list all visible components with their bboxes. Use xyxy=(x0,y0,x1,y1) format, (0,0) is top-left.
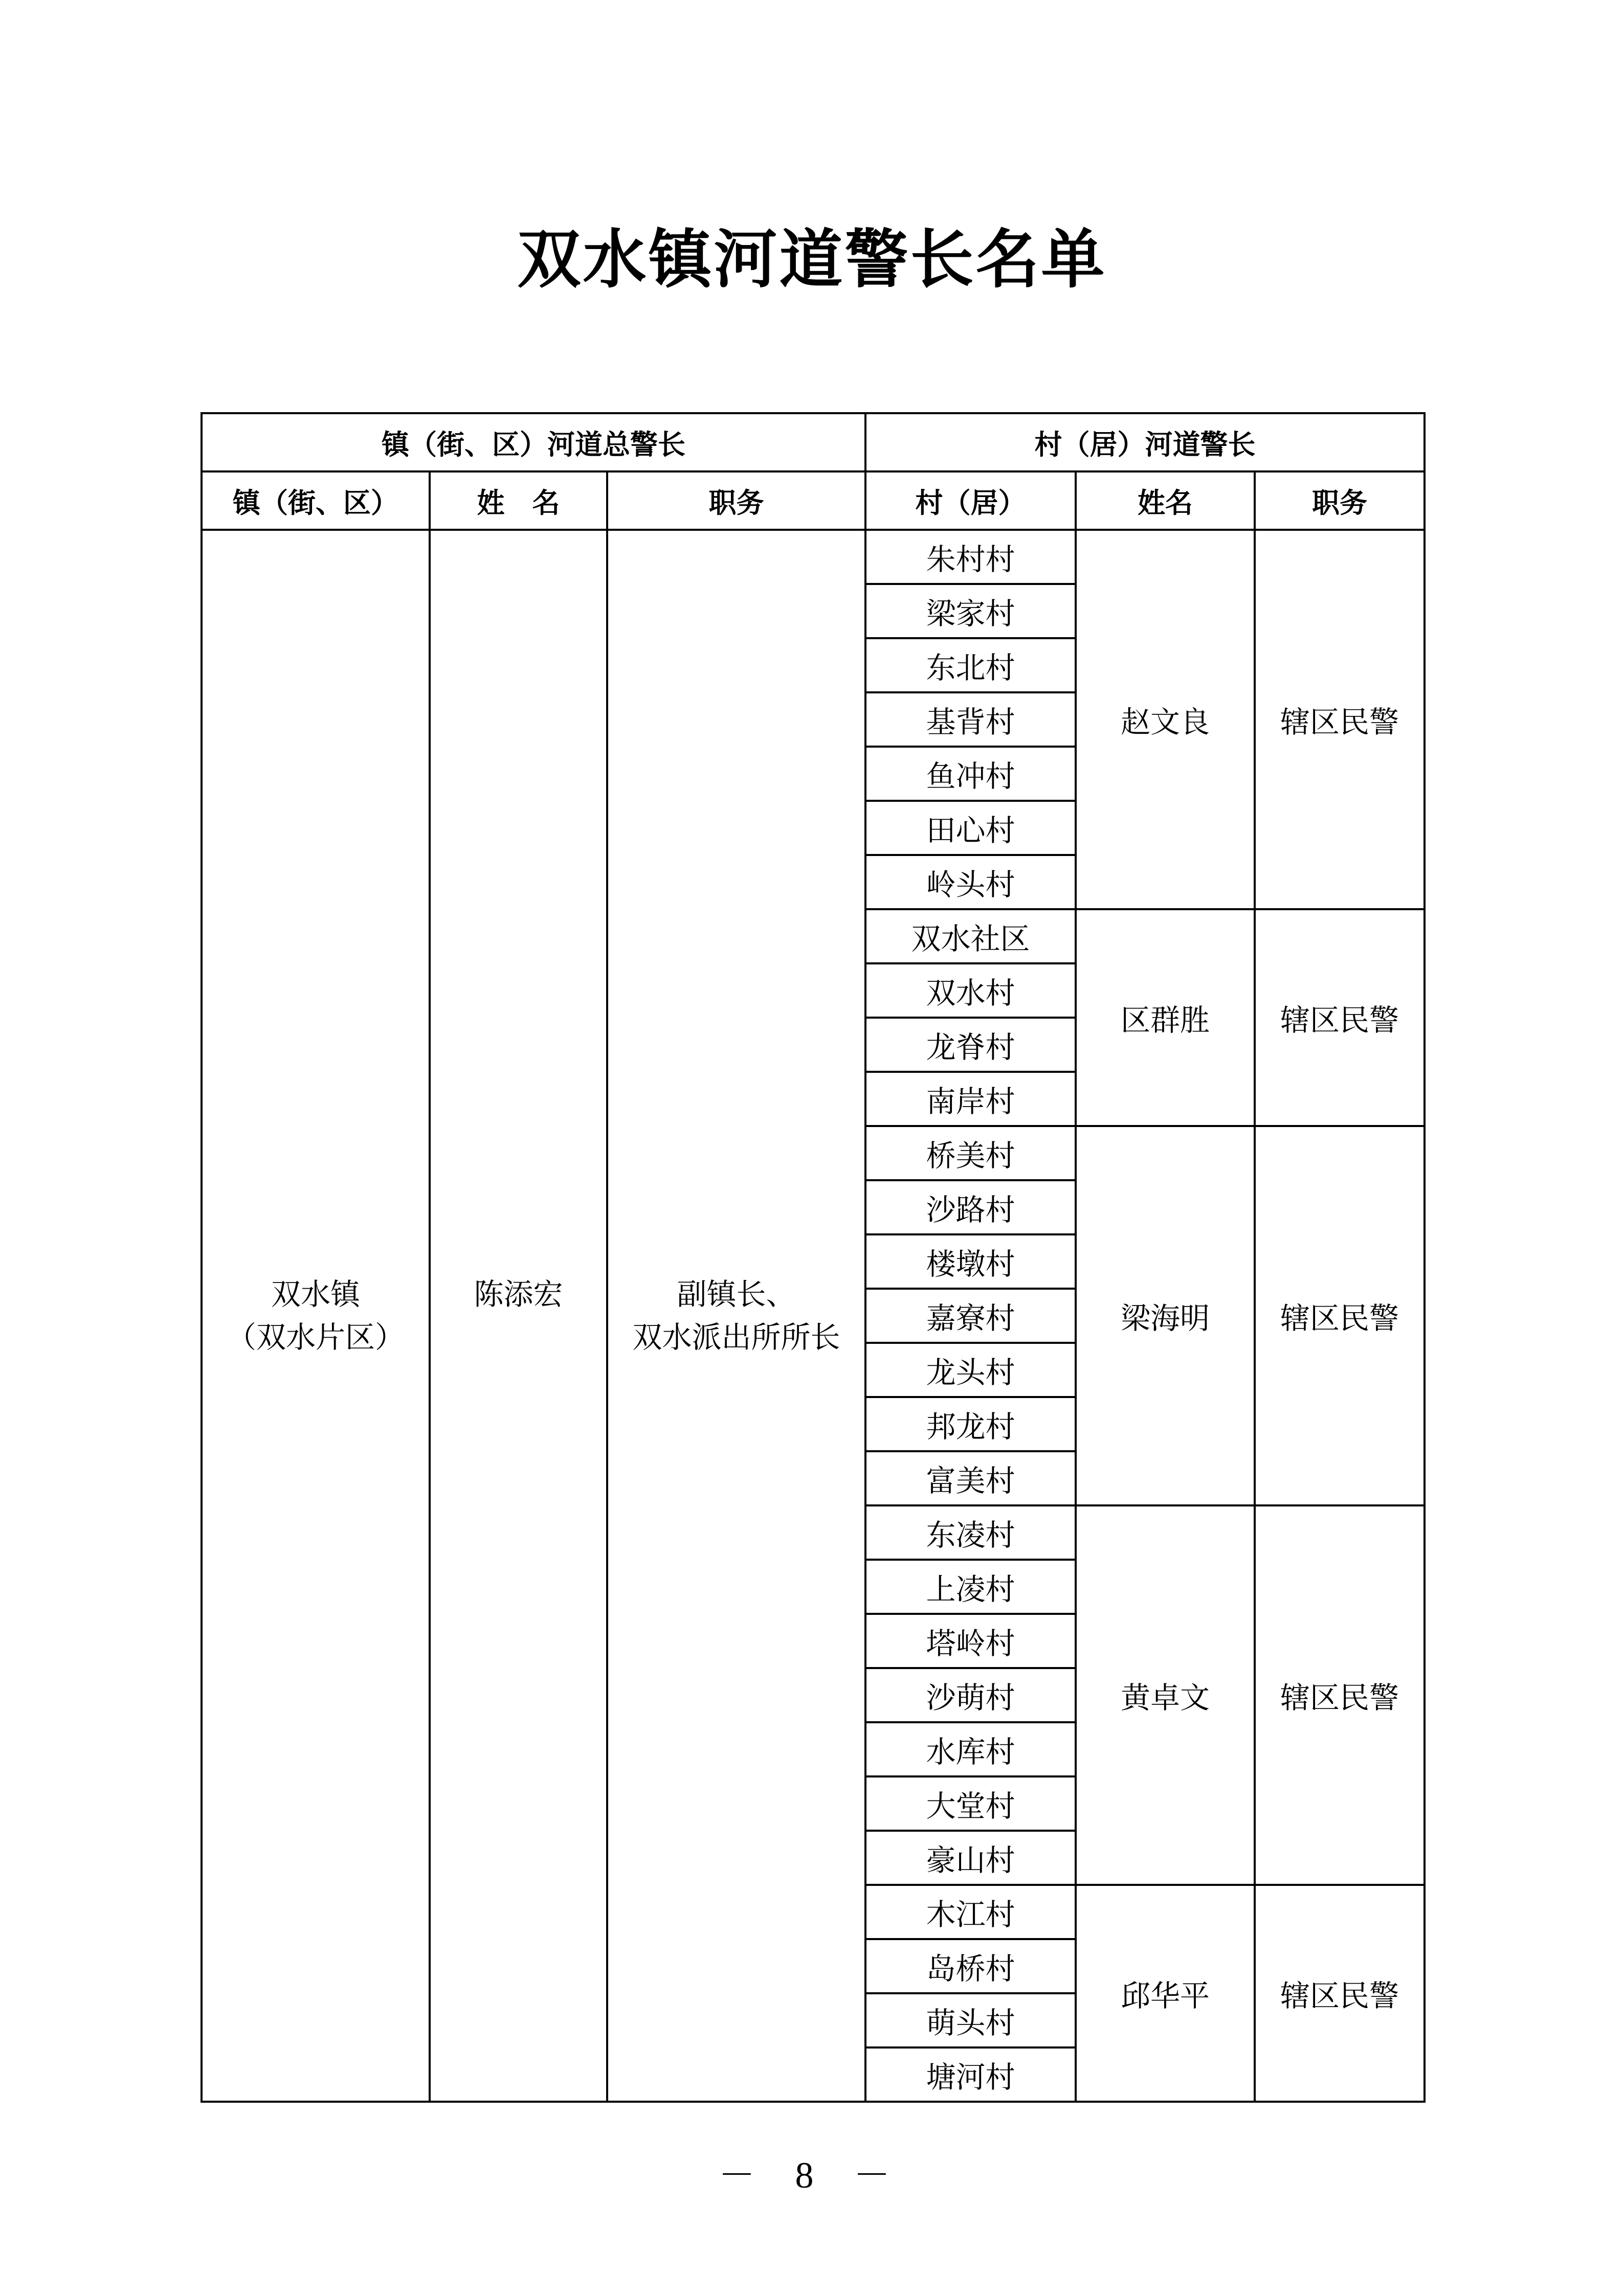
village-cell: 塘河村 xyxy=(865,2047,1076,2102)
village-cell: 双水村 xyxy=(865,963,1076,1018)
village-cell: 邦龙村 xyxy=(865,1397,1076,1451)
village-cell: 豪山村 xyxy=(865,1831,1076,1885)
table-row xyxy=(202,530,1425,584)
roster-body xyxy=(202,530,1425,2102)
column-header-village-name: 姓名 xyxy=(1076,471,1255,530)
town-chief-position-line1: 副镇长、 xyxy=(677,1277,796,1312)
village-officer-name: 梁海明 xyxy=(1076,1126,1255,1505)
column-header-town-name: 姓 名 xyxy=(430,471,607,530)
column-header-town: 镇（街、区） xyxy=(202,471,430,530)
village-cell: 朱村村 xyxy=(865,530,1076,584)
village-cell: 上凌村 xyxy=(865,1560,1076,1614)
village-cell: 塔岭村 xyxy=(865,1614,1076,1668)
town-chief-group-header: 镇（街、区）河道总警长 xyxy=(202,413,865,471)
village-cell: 大堂村 xyxy=(865,1776,1076,1831)
village-cell: 鱼冲村 xyxy=(865,747,1076,801)
page-title: 双水镇河道警长名单 xyxy=(517,222,1107,297)
village-cell: 沙萌村 xyxy=(865,1668,1076,1722)
village-officer-name: 黄卓文 xyxy=(1076,1505,1255,1885)
town-chief-position-line2: 双水派出所所长 xyxy=(632,1320,840,1355)
town-name-line: 双水镇 xyxy=(271,1277,360,1312)
column-header-town-position: 职务 xyxy=(607,471,865,530)
village-cell: 沙路村 xyxy=(865,1180,1076,1234)
village-cell: 富美村 xyxy=(865,1451,1076,1505)
town-chief-position-cell xyxy=(607,530,865,2102)
village-cell: 龙脊村 xyxy=(865,1018,1076,1072)
column-header-row xyxy=(202,471,1425,530)
town-chief-name-cell xyxy=(430,530,607,2102)
village-cell: 岭头村 xyxy=(865,855,1076,909)
village-cell: 田心村 xyxy=(865,801,1076,855)
village-officer-position: 辖区民警 xyxy=(1255,1885,1425,2102)
village-cell: 桥美村 xyxy=(865,1126,1076,1180)
town-cell xyxy=(202,530,430,2102)
village-officer-position: 辖区民警 xyxy=(1255,530,1425,909)
village-cell: 双水社区 xyxy=(865,909,1076,963)
column-header-village-position: 职务 xyxy=(1255,471,1425,530)
village-cell: 水库村 xyxy=(865,1722,1076,1776)
village-cell: 萌头村 xyxy=(865,1993,1076,2047)
page-number: － 8 － xyxy=(718,2155,906,2196)
village-officer-name: 区群胜 xyxy=(1076,909,1255,1126)
village-officer-position: 辖区民警 xyxy=(1255,1505,1425,1885)
village-cell: 东凌村 xyxy=(865,1505,1076,1560)
village-cell: 楼墩村 xyxy=(865,1234,1076,1289)
village-officer-name: 赵文良 xyxy=(1076,530,1255,909)
town-chief-name: 陈添宏 xyxy=(474,1277,563,1312)
village-cell: 东北村 xyxy=(865,638,1076,692)
village-cell: 嘉寮村 xyxy=(865,1289,1076,1343)
town-area-line: （双水片区） xyxy=(226,1320,405,1355)
village-officer-position: 辖区民警 xyxy=(1255,909,1425,1126)
village-police-group-header: 村（居）河道警长 xyxy=(865,413,1425,471)
river-police-roster-table xyxy=(201,412,1426,2103)
village-cell: 岛桥村 xyxy=(865,1939,1076,1993)
group-header-row xyxy=(202,413,1425,471)
village-officer-position: 辖区民警 xyxy=(1255,1126,1425,1505)
village-cell: 龙头村 xyxy=(865,1343,1076,1397)
village-cell: 木江村 xyxy=(865,1885,1076,1939)
village-cell: 南岸村 xyxy=(865,1072,1076,1126)
village-cell: 基背村 xyxy=(865,692,1076,747)
village-officer-name: 邱华平 xyxy=(1076,1885,1255,2102)
column-header-village: 村（居） xyxy=(865,471,1076,530)
village-cell: 梁家村 xyxy=(865,584,1076,638)
